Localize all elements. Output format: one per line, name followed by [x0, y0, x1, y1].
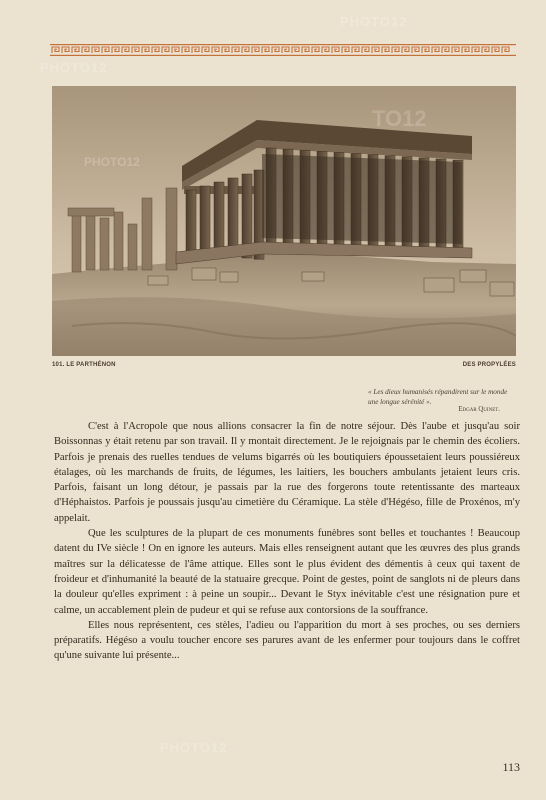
page-number: 113	[502, 760, 520, 774]
photo-caption-left: 101. LE PARTHÉNON	[52, 362, 116, 368]
body-text	[54, 419, 520, 664]
parthenon-photo	[52, 86, 516, 356]
photo-caption-right: DES PROPYLÉES	[462, 362, 516, 368]
svg-text:TO12: TO12	[372, 106, 427, 131]
paragraph: Que les sculptures de la plupart de ces monuments funèbres sont belles et touchantes ! Beaucoup datent du IVe siècle ! On en ignore les auteurs. Mais elles renseignent autant que les œuvres des plus grands maîtres sur la délicatesse de l'âme attique. Elles sont le plus évident des démentis à ceux qui taxent de froideur et d'inhumanité la beauté de la statuaire grecque. Point de gestes, point de sanglots ni de pleurs dans la douleur qu'elles expriment : à peine un soupir... Devant le Styx inévitable c'est une résignation pure et calme, un accablement plein de pudeur et qui se refuse aux contorsions de la souffrance.	[54, 528, 520, 616]
epigraph-author: Edgar Quinet.	[458, 406, 500, 413]
greek-key-border	[50, 44, 516, 56]
paragraph: Elles nous représentent, ces stèles, l'adieu ou l'apparition du mort à ses proches, ou ses derniers préparatifs. Hégéso a voulu toucher encore ses parures avant de les enfermer pour toujours dans le coffret qu'une suivante lui présente...	[54, 619, 520, 662]
epigraph-quote: « Les dieux humanisés répandirent sur le monde une longue sérénité ».	[368, 388, 508, 406]
watermark: PHOTO12	[160, 740, 228, 755]
watermark: PHOTO12	[40, 60, 108, 75]
paragraph: C'est à l'Acropole que nous allions consacrer la fin de notre séjour. Dès l'aube et jusqu'au soir Boissonnas y était retenu par son travail. Il y montait directement. Je le rejoignais par le chemin des écoliers. Parfois je prenais des ruelles tendues de velums bigarrés où les boutiquiers époussetaient leurs poussiéreux étalages, où les marchands de fruits, de légumes, les laitiers, les bouchers ambulants jetaient leurs cris. Parfois, faisant un long détour, je passais par la rue des forgerons toute retentissante des marteaux d'Héphaistos. Parfois je poussais jusqu'au cimetière du Céramique. La stèle d'Hégéso, fille de Proxénos, m'y appelait.	[54, 421, 520, 524]
watermark: PHOTO12	[340, 14, 408, 29]
svg-text:PHOTO12: PHOTO12	[84, 155, 140, 169]
